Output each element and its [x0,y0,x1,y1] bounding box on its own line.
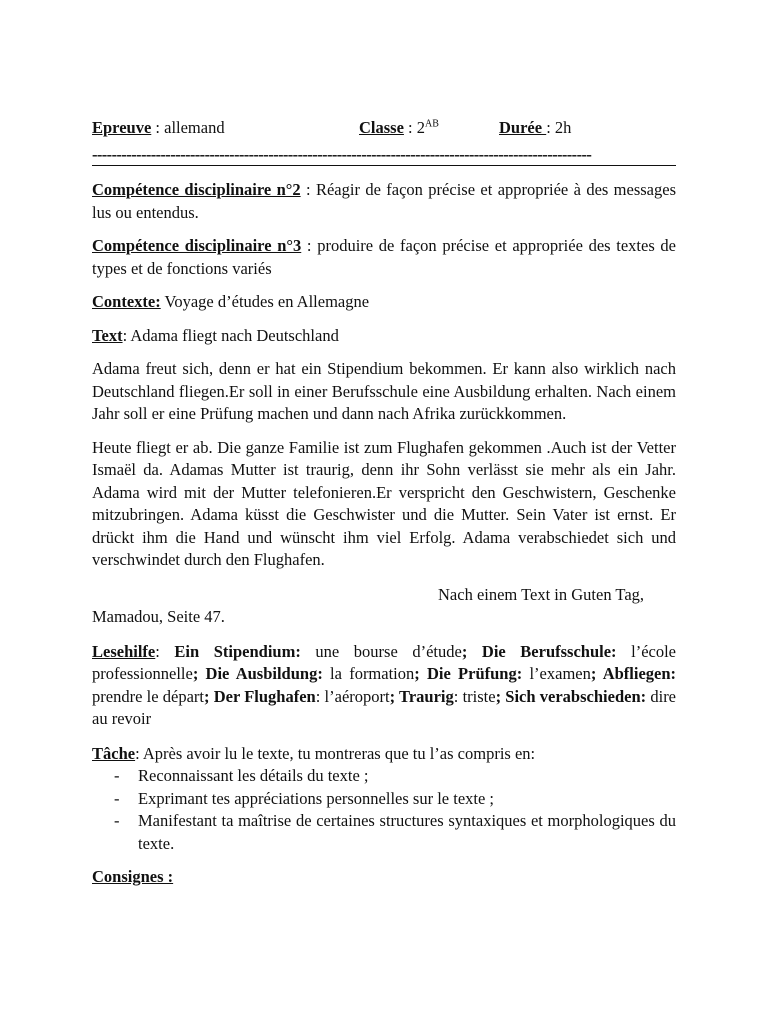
task-item-text: Reconnaissant les détails du texte ; [138,766,369,785]
competence-2 [92,179,676,224]
lesehilfe-def: la formation [322,664,415,683]
task-list [92,765,676,855]
lesehilfe-sep: ; [203,686,214,706]
lesehilfe-term: Traurig [399,686,454,706]
task-item-text: Exprimant tes appréciations personnelles sur le texte ; [138,788,495,808]
bullet-dash: - [114,811,120,830]
classe-label: Classe [359,118,404,137]
lesehilfe-sep: ; [192,664,206,683]
lesehilfe-def: : triste [453,686,496,706]
task-item-text: Manifestant ta maîtrise de certaines structures syntaxiques et morphologiques du texte. [138,811,676,853]
lesehilfe-colon: : [155,641,175,661]
classe-value: : 2 [403,118,426,137]
competence-3 [92,235,676,280]
epreuve-label: Epreuve [92,118,152,137]
contexte-label: Contexte: [92,292,161,311]
list-item [92,810,676,855]
text-title [92,325,676,348]
lesehilfe-def: l’examen [522,664,591,683]
list-item [92,765,676,788]
tache-label: Tâche [92,743,136,763]
lesehilfe-label: Lesehilfe [92,641,156,661]
classe-field [359,117,439,140]
classe-superscript: AB [425,118,439,130]
lesehilfe-sep: ; [414,664,427,683]
text-title-text: : Adama fliegt nach Deutschland [122,325,339,345]
lesehilfe-sep: ; [495,686,506,706]
lesehilfe-term: Die Prüfung: [427,664,523,683]
source-line-1: Nach einem Text in Guten Tag, [438,584,645,604]
epreuve-value: : allemand [151,118,225,137]
lesehilfe-term: Ein Stipendium: [174,641,301,661]
tache-text: : Après avoir lu le texte, tu montreras que tu l’as compris en: [135,743,536,763]
competence-2-label: Compétence disciplinaire n°2 [92,180,301,199]
consignes [92,866,676,889]
lesehilfe-term: Der Flughafen [213,686,316,706]
source-line-2: Mamadou, Seite 47. [92,607,225,626]
lesehilfe-def: une bourse d’étude [300,641,462,661]
list-item [92,788,676,811]
lesehilfe-sep: ; [389,686,400,706]
duree-field [499,117,571,140]
lesehilfe-sep: ; [461,641,482,661]
exam-header [92,117,676,143]
lesehilfe [92,641,676,731]
lesehilfe-def: prendre le départ [92,686,204,706]
competence-3-text: : produire de façon précise et appropriée des textes de types et de fonctions variés [92,236,676,278]
bullet-dash: - [114,766,120,785]
contexte-text: Voyage d’études en Allemagne [160,292,370,311]
text-title-label: Text [92,325,123,345]
bullet-dash: - [114,788,120,808]
contexte [92,291,676,314]
lesehilfe-sep: ; [590,664,603,683]
consignes-label: Consignes : [92,867,174,886]
lesehilfe-term: Abfliegen: [602,664,677,683]
paragraph-2: Heute fliegt er ab. Die ganze Familie ist zum Flughafen gekommen .Auch ist der Vetter Ismaël da. Adamas Mutter ist traurig, denn ihr Sohn verlässt sie mehr als ein Jahr. Adama wird mit der Mutter telefonieren.Er verspricht den Geschwistern, Geschenke mitzubringen. Adama küsst die Geschwister und die Mutter. Sein Vater ist ernst. Er drückt ihm die Hand und wünscht ihm viel Erfolg. Adama verabschiedet sich und verschwindet durch den Flughafen. [92,437,676,569]
competence-3-label: Compétence disciplinaire n°3 [92,236,302,255]
lesehilfe-def: l’école professionnelle [92,641,676,683]
epreuve-field [92,117,225,140]
competence-2-text: : Réagir de façon précise et appropriée à des messages lus ou entendus. [92,180,677,222]
duree-value: : 2h [546,118,572,137]
lesehilfe-term: Sich verabschieden: [505,686,647,706]
lesehilfe-term: Die Berufsschule: [481,641,617,661]
duree-label: Durée [499,118,547,137]
document-body [92,117,676,889]
lesehilfe-def: dire au revoir [92,686,677,728]
lesehilfe-def: : l’aéroport [315,686,390,706]
tache [92,743,676,766]
paragraph-1: Adama freut sich, denn er hat ein Stipendium bekommen. Er kann also wirklich nach Deutschland fliegen.Er soll in einer Berufsschule eine Ausbildung erhalten. Nach einem Jahr soll er eine Prüfung machen und dann nach Afrika zurückkommen. [92,359,676,423]
lesehilfe-term: Die Ausbildung: [205,664,323,683]
header-separator: ------------------------------------------------------------------------------------------------------ [92,147,676,166]
